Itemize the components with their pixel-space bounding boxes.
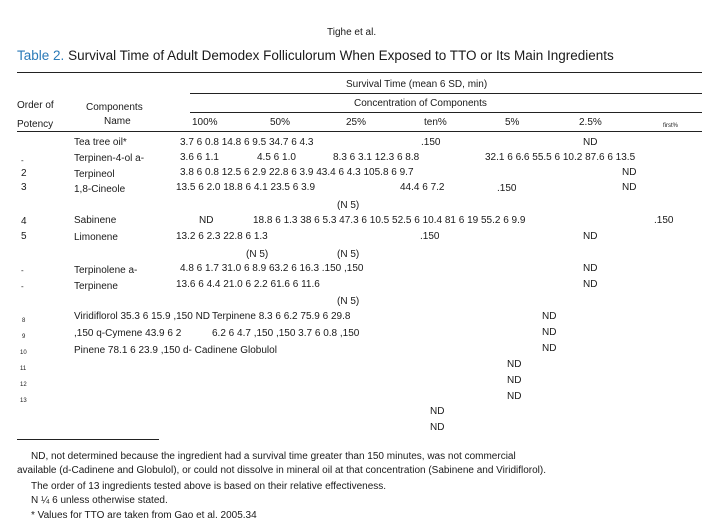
- table-cell: (N 5): [337, 249, 360, 260]
- table-cell: 11: [20, 366, 27, 372]
- table-cell: 8.3 6 3.1 12.3 6 8.8: [333, 152, 420, 163]
- survival-time-header: Survival Time (mean 6 SD, min): [346, 79, 488, 90]
- table-cell: (N 5): [246, 249, 269, 260]
- table-cell: Pinene 78.1 6 23.9 ,150 d- Cadinene Globulol: [74, 345, 277, 356]
- table-cell: 13.2 6 2.3 22.8 6 1.3: [176, 231, 268, 242]
- table-cell: 44.4 6 7.2: [400, 182, 445, 193]
- table-cell: ND: [622, 167, 637, 178]
- conc-25: 25%: [346, 117, 367, 128]
- table-cell: -: [21, 156, 24, 165]
- table-cell: Terpinene: [74, 281, 118, 292]
- table-cell: 12: [20, 382, 27, 388]
- footnote-nd-line1: ND, not determined because the ingredient had a survival time greater than 150 minutes, was not commercial: [31, 451, 516, 462]
- table-cell: ND: [507, 375, 522, 386]
- concentration-header: Concentration of Components: [354, 98, 487, 109]
- table-cell: 1,8-Cineole: [74, 184, 126, 195]
- header-rule-2: [190, 112, 702, 113]
- table-cell: 3: [21, 182, 27, 193]
- table-cell: ND: [507, 359, 522, 370]
- footnote-order: The order of 13 ingredients tested above is based on their relative effectiveness.: [31, 481, 387, 492]
- table-cell: -: [21, 266, 24, 275]
- footnote-n: N ¼ 6 unless otherwise stated.: [31, 495, 168, 506]
- table-cell: ND: [199, 215, 214, 226]
- table-cell: ND: [583, 137, 598, 148]
- table-cell: Terpinolene a-: [74, 265, 138, 276]
- top-rule: [17, 72, 702, 73]
- table-cell: ND: [542, 343, 557, 354]
- table-cell: 5: [21, 231, 27, 242]
- running-head: Tighe et al.: [327, 27, 377, 38]
- table-cell: (N 5): [337, 200, 360, 211]
- header-bottom-rule: [17, 131, 702, 132]
- table-title-text: Survival Time of Adult Demodex Folliculorum When Exposed to TTO or Its Main Ingredients: [68, 48, 614, 63]
- col-header-order: Order of: [17, 100, 54, 111]
- table-cell: .150: [497, 183, 517, 194]
- table-cell: Terpinen-4-ol a-: [74, 153, 145, 164]
- table-cell: ND: [583, 231, 598, 242]
- table-cell: 4: [21, 216, 27, 227]
- table-cell: ND: [507, 391, 522, 402]
- footnote-tto: * Values for TTO are taken from Gao et al. 2005.34: [31, 510, 257, 521]
- table-cell: (N 5): [337, 296, 360, 307]
- table-cell: Tea tree oil*: [74, 137, 127, 148]
- table-cell: ND: [622, 182, 637, 193]
- table-cell: -: [21, 282, 24, 291]
- conc-1: first%: [663, 123, 678, 129]
- table-title: [17, 48, 614, 64]
- table-cell: .150: [421, 137, 441, 148]
- conc-50: 50%: [270, 117, 291, 128]
- table-cell: .150: [420, 231, 440, 242]
- conc-2-5: 2.5%: [579, 117, 602, 128]
- table-cell: ND: [542, 311, 557, 322]
- table-cell: 13.6 6 4.4 21.0 6 2.2 61.6 6 11.6: [176, 279, 320, 290]
- col-header-components: Components: [86, 102, 143, 113]
- conc-100: 100%: [192, 117, 218, 128]
- footnote-nd-line2: available (d-Cadinene and Globulol), or could not dissolve in mineral oil at that concentration (Sabinene and Viridiflorol).: [17, 465, 547, 476]
- table-cell: .150: [654, 215, 674, 226]
- table-cell: Terpinene 8.3 6 6.2 75.9 6 29.8: [212, 311, 351, 322]
- conc-10: ten%: [424, 117, 447, 128]
- table-cell: 6.2 6 4.7 ,150 ,150 3.7 6 0.8 ,150: [212, 328, 360, 339]
- table-cell: 4.5 6 1.0: [257, 152, 296, 163]
- table-cell: Sabinene: [74, 215, 117, 226]
- table-cell: ND: [430, 422, 445, 433]
- table-cell: Terpineol: [74, 169, 115, 180]
- table-cell: 3.7 6 0.8 14.8 6 9.5 34.7 6 4.3: [180, 137, 314, 148]
- table-cell: Limonene: [74, 232, 118, 243]
- header-rule-1: [190, 93, 702, 94]
- table-cell: ND: [583, 279, 598, 290]
- table-cell: 18.8 6 1.3 38 6 5.3 47.3 6 10.5 52.5 6 10.4 81 6 19 55.2 6 9.9: [253, 215, 526, 226]
- col-header-potency: Potency: [17, 119, 54, 130]
- table-cell: ND: [430, 406, 445, 417]
- footnote-rule: [17, 439, 159, 440]
- table-cell: 32.1 6 6.6 55.5 6 10.2 87.6 6 13.5: [485, 152, 636, 163]
- conc-5: 5%: [505, 117, 520, 128]
- table-cell: 13: [20, 398, 27, 404]
- table-cell: 4.8 6 1.7 31.0 6 8.9 63.2 6 16.3 .150 ,150: [180, 263, 364, 274]
- table-cell: Viridiflorol 35.3 6 15.9 ,150 ND: [74, 311, 211, 322]
- col-header-name: Name: [104, 116, 131, 127]
- table-label: Table 2.: [17, 48, 65, 63]
- table-cell: 8: [22, 318, 26, 324]
- table-cell: 3.6 6 1.1: [180, 152, 219, 163]
- table-cell: 13.5 6 2.0 18.8 6 4.1 23.5 6 3.9: [176, 182, 316, 193]
- table-cell: 2: [21, 168, 27, 179]
- table-cell: ,150 q-Cymene 43.9 6 2: [74, 328, 182, 339]
- table-cell: 10: [20, 350, 27, 356]
- table-cell: ND: [542, 327, 557, 338]
- table-cell: ND: [583, 263, 598, 274]
- table-cell: 3.8 6 0.8 12.5 6 2.9 22.8 6 3.9 43.4 6 4.3 105.8 6 9.7: [180, 167, 414, 178]
- table-cell: 9: [22, 334, 26, 340]
